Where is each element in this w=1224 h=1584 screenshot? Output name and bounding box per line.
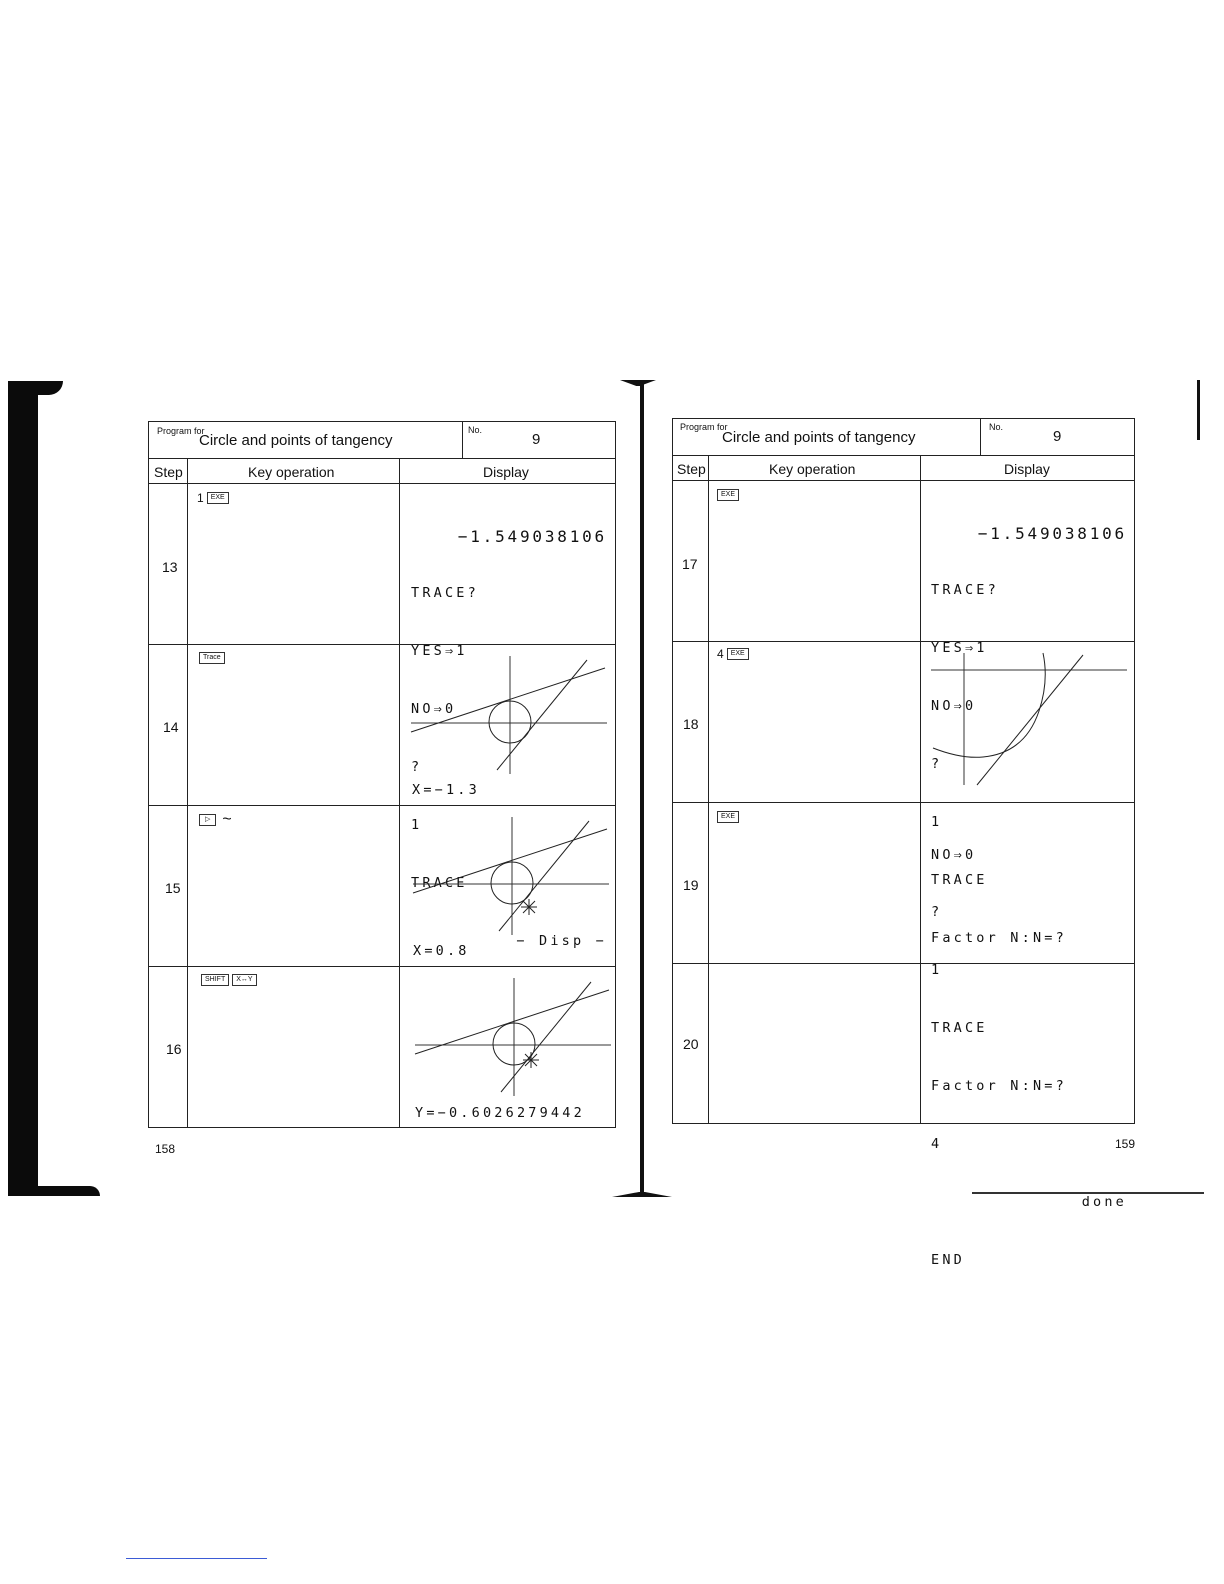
- step-number: 15: [165, 880, 181, 896]
- scan-spine-shadow-top: [8, 381, 63, 395]
- swap-xy-key[interactable]: X↔Y: [232, 974, 256, 986]
- repeat-tilde: ~: [222, 811, 232, 828]
- program-no-value: 9: [1053, 428, 1062, 445]
- step-number: 16: [166, 1041, 182, 1057]
- sheet-header: [673, 419, 1134, 456]
- graph-circle-tangents-cursor: [415, 978, 611, 1096]
- table-row-step-18: [673, 641, 1134, 803]
- key-operation: [197, 491, 229, 505]
- step-number: 20: [683, 1036, 699, 1052]
- sheet-header: [149, 422, 615, 459]
- book-gutter: [640, 383, 644, 1196]
- display-line: ?: [411, 759, 423, 776]
- display-disp-indicator: − Disp −: [516, 932, 607, 949]
- display-result: −1.549038106: [977, 523, 1127, 543]
- display-caption: X=0.8: [413, 943, 470, 959]
- display-line: TRACE: [411, 874, 468, 891]
- scan-spine-shadow-bottom: [8, 1186, 100, 1196]
- column-header-display: Display: [483, 464, 529, 480]
- trace-cursor-icon: [523, 1052, 539, 1068]
- exe-key[interactable]: EXE: [717, 489, 739, 501]
- program-title: Circle and points of tangency: [199, 432, 393, 449]
- key-operation: [199, 652, 225, 664]
- display-line: Factor N:N=?: [931, 1078, 1067, 1095]
- display-line-end: END: [931, 1251, 965, 1268]
- graph-circle-tangents-cursor: [413, 817, 609, 935]
- key-operation: [717, 811, 739, 823]
- column-header-key-operation: Key operation: [769, 461, 856, 477]
- table-row-step-16: [149, 966, 615, 1127]
- display-line: 1: [931, 962, 943, 979]
- footer-link-underline[interactable]: [126, 1558, 267, 1559]
- display-done-indicator: done: [1081, 1193, 1127, 1210]
- display-line: TRACE: [931, 871, 988, 888]
- display-line: NO⇒0: [411, 701, 457, 718]
- display-line: 4: [931, 1136, 943, 1153]
- shift-key[interactable]: SHIFT: [201, 974, 229, 986]
- program-for-label: Program for: [680, 422, 728, 432]
- program-for-label: Program for: [157, 426, 205, 436]
- key-operation: [201, 974, 257, 986]
- step-number: 19: [683, 877, 699, 893]
- column-header-display: Display: [1004, 461, 1050, 477]
- trace-key[interactable]: Trace: [199, 652, 225, 664]
- key-operation: [199, 811, 232, 829]
- exe-key[interactable]: EXE: [717, 811, 739, 823]
- program-no-value: 9: [532, 431, 541, 448]
- column-header-key-operation: Key operation: [248, 464, 335, 480]
- display-line: TRACE?: [411, 585, 479, 602]
- page-number-left: 158: [155, 1142, 176, 1156]
- display-result: −1.549038106: [457, 526, 607, 546]
- graph-zoomed-tangency: [931, 653, 1127, 787]
- page-edge-right: [1197, 380, 1200, 440]
- page-number-right: 159: [1115, 1137, 1136, 1151]
- key-operation: [717, 489, 739, 501]
- display-line: TRACE: [931, 1020, 988, 1037]
- display-line: ?: [931, 756, 943, 773]
- exe-key[interactable]: EXE: [727, 648, 749, 660]
- display-line: NO⇒0: [931, 698, 977, 715]
- step-number: 13: [162, 559, 178, 575]
- display-line: ?: [931, 904, 943, 921]
- column-headers: [673, 455, 1134, 481]
- key-digit: 4: [717, 647, 724, 661]
- display-line: 1: [411, 817, 423, 834]
- program-no-label: No.: [989, 422, 1004, 432]
- display-line: TRACE?: [931, 582, 999, 599]
- column-headers: [149, 458, 615, 484]
- exe-key[interactable]: EXE: [207, 492, 229, 504]
- book-gutter-top: [620, 380, 656, 386]
- program-sheet-left: [148, 421, 616, 1128]
- graph-circle-tangents: [411, 656, 607, 774]
- trace-cursor-icon: [521, 899, 537, 915]
- table-row-step-15: [149, 805, 615, 967]
- display-line: YES⇒1: [411, 643, 468, 660]
- display-line: YES⇒1: [931, 640, 988, 657]
- display-caption: Y=−0.6026279442: [415, 1105, 585, 1121]
- column-header-step: Step: [154, 464, 183, 480]
- scan-spine-shadow: [8, 381, 38, 1196]
- display-line: NO⇒0: [931, 846, 977, 863]
- program-title: Circle and points of tangency: [722, 429, 916, 446]
- table-row-step-20: [673, 963, 1134, 1123]
- display-line: 1: [931, 814, 943, 831]
- display-caption: X=−1.3: [412, 782, 480, 798]
- column-header-step: Step: [677, 461, 706, 477]
- key-digit: 1: [197, 491, 204, 505]
- display-line: Factor N:N=?: [931, 929, 1067, 946]
- step-number: 18: [683, 716, 699, 732]
- cursor-right-key[interactable]: ▷: [199, 814, 216, 826]
- key-operation: [717, 647, 749, 661]
- book-gutter-bottom: [612, 1192, 672, 1197]
- table-row-step-14: [149, 644, 615, 806]
- step-number: 17: [682, 556, 698, 572]
- program-no-label: No.: [468, 425, 483, 435]
- step-number: 14: [163, 719, 179, 735]
